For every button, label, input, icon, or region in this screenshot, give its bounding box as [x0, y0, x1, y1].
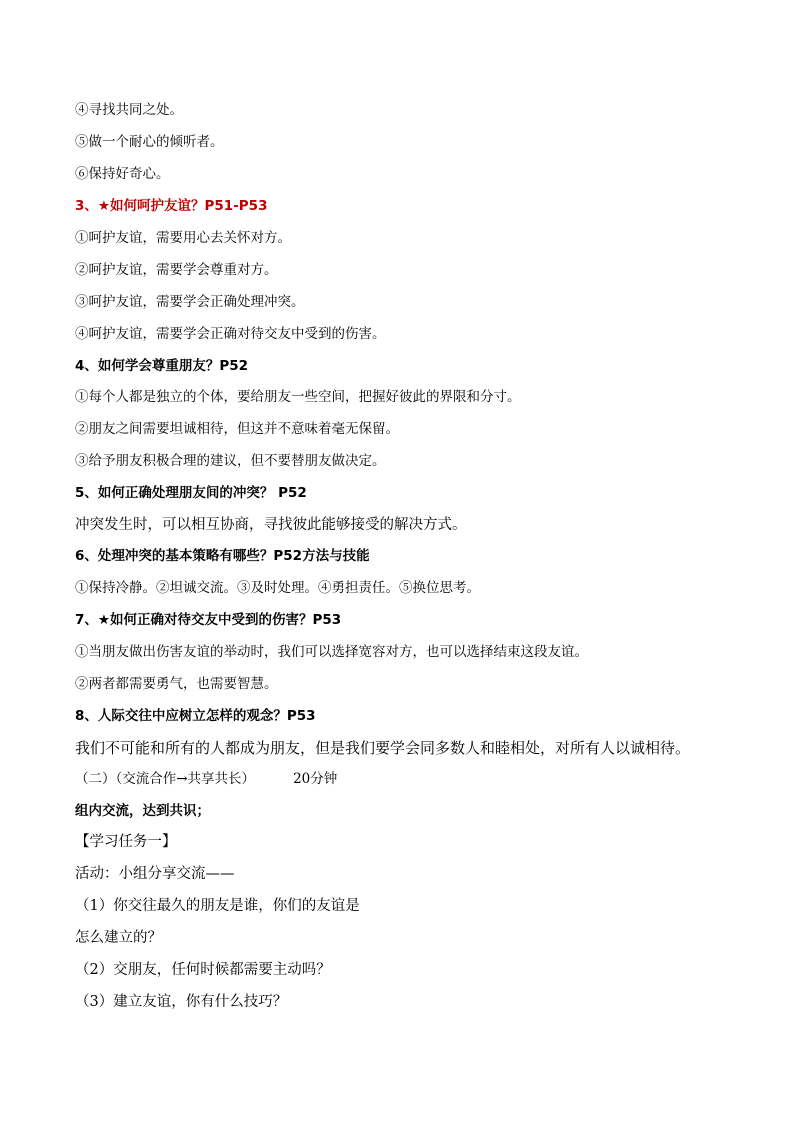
- question-1-part-1: （1）你交往最久的朋友是谁，你们的友谊是: [75, 898, 360, 914]
- question-1-part-2: 怎么建立的？: [75, 930, 162, 946]
- group-exchange-label: 组内交流，达到共识；: [75, 803, 210, 819]
- item-4-1: ①每个人都是独立的个体，要给朋友一些空间，把握好彼此的界限和分寸。: [75, 389, 521, 405]
- section-two-duration: 20分钟: [293, 771, 338, 787]
- question-3: （3）建立友谊，你有什么技巧？: [75, 994, 288, 1010]
- question-2: （2）交朋友，任何时候都需要主动吗？: [75, 962, 331, 978]
- heading-8: 8、人际交往中应树立怎样的观念？P53: [75, 708, 316, 724]
- item-4-3: ③给予朋友积极合理的建议，但不要替朋友做决定。: [75, 453, 386, 469]
- item-7-2: ②两者都需要勇气，也需要智慧。: [75, 676, 278, 692]
- item-3-3: ③呵护友谊，需要学会正确处理冲突。: [75, 294, 305, 310]
- item-5-answer: 冲突发生时，可以相互协商，寻找彼此能够接受的解决方式。: [75, 517, 467, 533]
- heading-5: 5、如何正确处理朋友间的冲突？ P52: [75, 485, 307, 501]
- activity-label: 活动：小组分享交流——: [75, 866, 235, 882]
- item-3-1: ①呵护友谊，需要用心去关怀对方。: [75, 230, 291, 246]
- item-8-answer: 我们不可能和所有的人都成为朋友，但是我们要学会同多数人和睦相处，对所有人以诚相待。: [75, 739, 691, 757]
- section-two-heading: [75, 769, 337, 789]
- item-find-common: ④寻找共同之处。: [75, 102, 183, 118]
- heading-4: 4、如何学会尊重朋友？P52: [75, 358, 249, 374]
- item-3-4: ④呵护友谊，需要学会正确对待交友中受到的伤害。: [75, 326, 386, 342]
- item-7-1: ①当朋友做出伤害友谊的举动时，我们可以选择宽容对方，也可以选择结束这段友谊。: [75, 644, 588, 660]
- heading-6: 6、处理冲突的基本策略有哪些？P52方法与技能: [75, 548, 370, 564]
- item-curiosity: ⑥保持好奇心。: [75, 166, 170, 182]
- heading-7: 7、★如何正确对待交友中受到的伤害？P53: [75, 612, 342, 628]
- item-6-answer: ①保持冷静。②坦诚交流。③及时处理。④勇担责任。⑤换位思考。: [75, 580, 480, 596]
- heading-3: 3、★如何呵护友谊？P51-P53: [75, 198, 268, 214]
- item-patient-listener: ⑤做一个耐心的倾听者。: [75, 134, 224, 150]
- item-4-2: ②朋友之间需要坦诚相待，但这并不意味着毫无保留。: [75, 421, 399, 437]
- item-3-2: ②呵护友谊，需要学会尊重对方。: [75, 262, 278, 278]
- task-one-title: 【学习任务一】: [75, 834, 177, 850]
- section-two-title: （二）（交流合作→共享共长）: [75, 771, 256, 787]
